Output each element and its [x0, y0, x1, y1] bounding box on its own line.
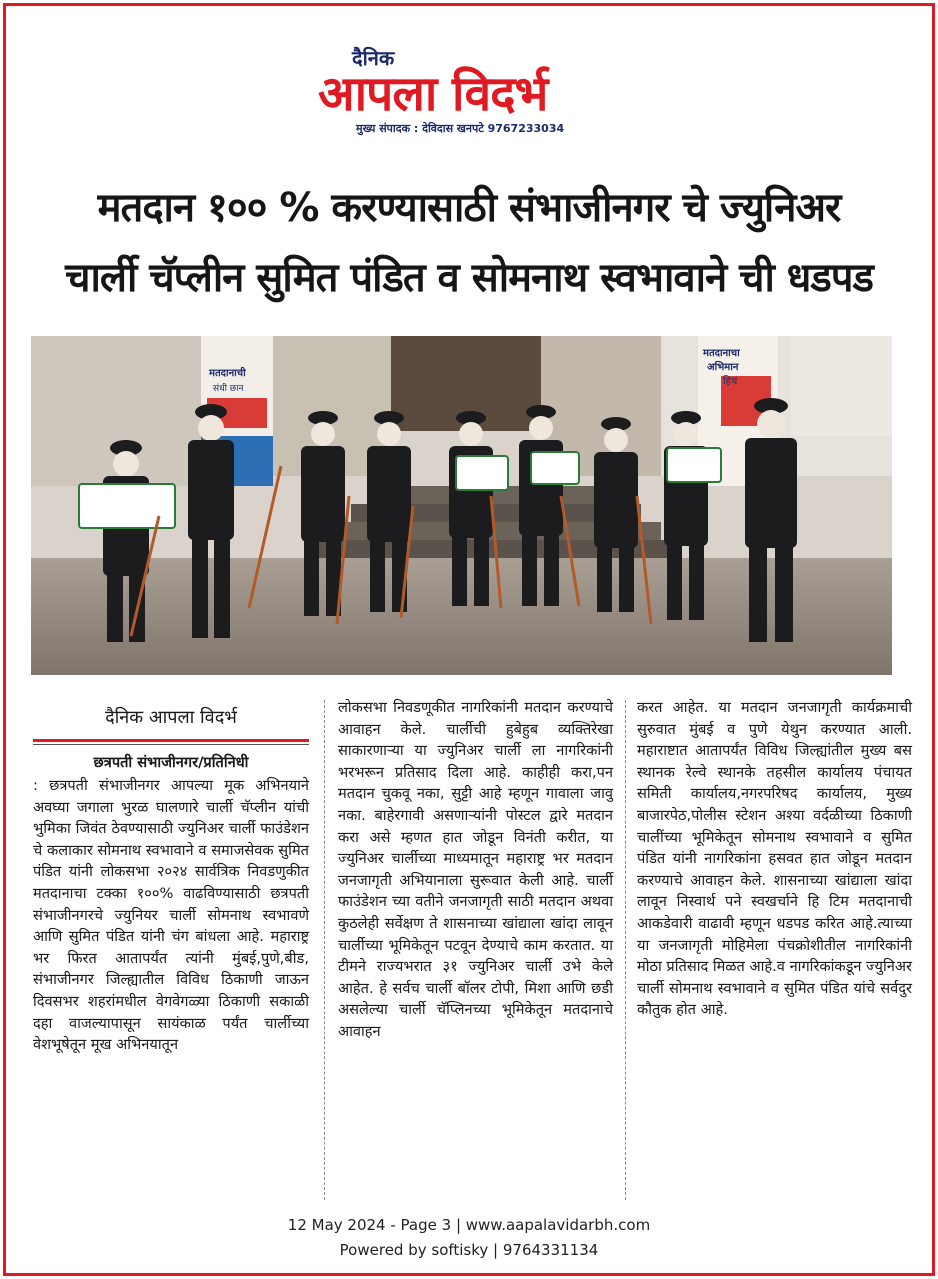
- column-divider-2: [625, 700, 626, 1200]
- masthead-prefix: दैनिक: [352, 46, 395, 70]
- article-text-3: करत आहेत. या मतदान जनजागृती कार्यक्रमाची सुरुवात मुंबई व पुणे येथुन करण्यात आली. महाराष्टात आतापर्यंत विविध जिल्ह्यांतील मुख्य बस स्थानक रेल्वे स्थानके तहसील कार्यालय पंचायत समिती कार्यालय,नगरपरिषद कार्यालय, मुख्य बाजारपेठ,पोलीस स्टेशन अश्या वर्दळीच्या ठिकाणी चालींच्या भूमिकेतून सोमनाथ स्वभावाने व सुमित पंडित यांनी नागरिकांना हसवत हात जोडून मतदान करण्याचे आवाहन केले. शासनाच्या खांद्याला खांदा लावून निस्वार्थ पने स्वखर्चाने हि टिम मतदानाची आकडेवारी वाढावी म्हणून धडपड करित आहे.त्याच्या या जनजागृती मोहिमेला पंचक्रोशीतील नागरिकांनी मोठा प्रतिसाद मिळत आहे.व नागरिकांकडून ज्युनिअर चार्ली सोमनाथ स्वभावाने व सुमित पंडित यांचे सर्वदुर कौतुक होत आहे.: [637, 699, 912, 1019]
- footer-powered-by: Powered by softisky | 9764331134: [339, 1241, 599, 1259]
- banner-right-text-2: अभिमान: [707, 362, 739, 373]
- article-column-3: [637, 697, 912, 1021]
- article-column-2: [338, 697, 613, 1043]
- banner-right-text-3: हिच: [723, 376, 738, 387]
- byline-rule: [33, 739, 309, 742]
- banner-left-text-2: संधी छान: [213, 384, 244, 394]
- masthead-title: आपला विदर्भ: [318, 66, 548, 122]
- banner-left-text-1: मतदानाची: [209, 368, 246, 379]
- column-divider-1: [324, 700, 325, 1200]
- placard-3: [531, 452, 579, 484]
- placard-1: [79, 484, 175, 528]
- banner-right-text-1: मतदानाचा: [703, 348, 740, 359]
- dateline: छत्रपती संभाजीनगर/प्रतिनिधी: [93, 754, 249, 771]
- placard-4: [667, 448, 721, 482]
- masthead-editor-line: मुख्य संपादक : देविदास खनपटे 9767233034: [356, 122, 565, 135]
- footer-date-page: 12 May 2024 - Page 3 | www.aapalavidarbh.com: [287, 1216, 651, 1234]
- placard-2: [456, 456, 508, 490]
- article-column-1: [33, 697, 309, 1056]
- article-text-1: : छत्रपती संभाजीनगर आपल्या मूक अभिनयाने अवघ्या जगाला भुरळ घालणारे चार्ली चॅप्लीन यांची भुमिका जिवंत ठेवण्यासाठी ज्युनिअर चार्ली फाउंडेशन चे कलाकार सोमनाथ स्वभावाने व समाजसेवक सुमित पंडित यांनी लोकसभा २०२४ सार्वत्रिक निवडणुकीत मतदानाचा टक्का १००% वाढविण्यासाठी छत्रपती संभाजीनगरचे ज्युनियर चार्ली सोमनाथ स्वभावणे आणि सुमित पंडित यांनी चंग बांधला आहे. महाराष्ट्र भर फिरत आतापर्यंत त्यांनी मुंबई,पुणे,बीड, संभाजीनगर जिल्ह्यातील विविध ठिकाणी जाऊन दिवसभर शहरांमधील वेगवेगळ्या ठिकाणी सकाळी दहा वाजल्यापासून सायंकाळ पर्यंत चार्लीच्या वेशभूषेतून मूख अभिनयातून: [33, 777, 309, 1054]
- byline-rule-thin: [33, 744, 309, 745]
- byline-title: दैनिक आपला विदर्भ: [105, 707, 237, 728]
- news-photo: [31, 336, 892, 675]
- headline-line-2: चार्ली चॅप्लीन सुमित पंडित व सोमनाथ स्वभावाने ची धडपड: [65, 255, 873, 301]
- article-text-2: लोकसभा निवडणूकीत नागरिकांनी मतदान करण्याचे आवाहन केले. चार्लीची हुबेहुब व्यक्तिरेखा साकारणाऱ्या या ज्युनिअर चार्ली ला नागरिकांनी भरभरून प्रतिसाद दिला आहे. काहीही करा,पन मतदान चुकवू नका, सुट्टी आहे म्हणून गावाला जावु नका. बाहेरगावी असणाऱ्यांनी पोस्टल द्वारे मतदान करा असे म्हणत हात जोडून विनंती करीत, या ज्युनिअर चार्लीच्या माध्यमातून महाराष्ट्र भर मतदान जनजागृती अभियानाला सुरूवात केली आहे. चार्ली फाउंडेशन च्या वतीने जनजागृती साठी मतदान अथवा कुठलेही सर्वेक्षण ते शासनाच्या खांद्याला खांदा लावून चार्लीच्या भूमिकेतून पटवून देण्याचे काम करतात. या टीमने राज्यभरात ३१ ज्युनिअर चार्ली उभे केले आहेत. हे सर्वच चार्ली बॉलर टोपी, मिशा आणि छडी असलेल्या चार्ली चॅप्लिनच्या भूमिकेतून मतदानाचे आवाहन: [338, 699, 613, 1040]
- headline-line-1: मतदान १०० % करण्यासाठी संभाजीनगर चे ज्युनिअर: [97, 185, 841, 231]
